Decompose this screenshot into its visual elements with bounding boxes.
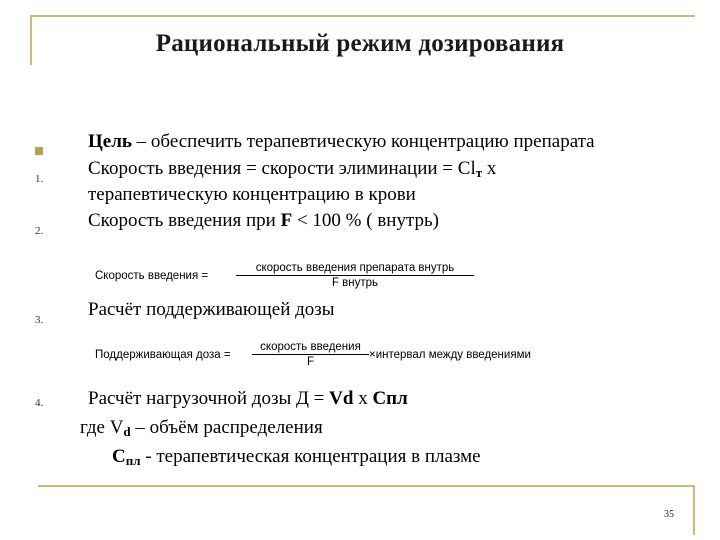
item-number-4: 4.: [35, 397, 44, 409]
item4-x: х: [353, 388, 373, 409]
formula2-lhs: Поддерживающая доза =: [95, 349, 231, 361]
page-number: 35: [664, 509, 674, 520]
goal-text: – обеспечить терапевтическую концентрацию препарата: [131, 131, 595, 152]
formula1-denominator: F внутрь: [331, 277, 379, 289]
item2-start: Скорость введения при: [88, 210, 281, 231]
formula1-numerator: скорость введения препарата внутрь: [236, 262, 474, 276]
formula2-fraction: [252, 341, 369, 368]
item-number-3: 3.: [35, 314, 44, 326]
item1-sub: т: [475, 165, 483, 180]
cpl-def-c: С: [112, 446, 126, 467]
item1-text: Скорость введения = скорости элиминации = Cl: [88, 158, 476, 179]
item-number-2: 2.: [35, 225, 44, 237]
item2-end: < 100 % ( внутрь): [292, 210, 439, 231]
item3-line: Расчёт поддерживающей дозы: [88, 299, 335, 320]
item-number-1: 1.: [35, 173, 44, 185]
item1-line-a: [88, 158, 496, 184]
bottom-rule: [38, 485, 695, 487]
top-rule: [30, 15, 695, 17]
right-rule: [693, 485, 695, 535]
item1-end: х: [482, 158, 497, 179]
item4-start: Расчёт нагрузочной дозы Д =: [88, 388, 330, 409]
formula2-numerator: скорость введения: [252, 341, 369, 355]
formula2-rhs: ×интервал между введениями: [369, 349, 531, 361]
item4-cpl-definition: [112, 446, 481, 472]
goal-label: Цель: [88, 131, 132, 152]
formula1-fraction: [236, 262, 474, 289]
item4-cpl: Спл: [372, 388, 408, 409]
cpl-def-sub: пл: [125, 453, 141, 468]
item4-line: [88, 388, 408, 410]
formula1-lhs: Скорость введения =: [95, 270, 209, 282]
item4-vd: Vd: [329, 388, 354, 409]
formula2-denominator: F: [306, 356, 315, 368]
vd-def-end: – объём распределения: [130, 417, 323, 438]
vd-def-start: где V: [80, 417, 124, 438]
item2-f: F: [280, 210, 293, 231]
vd-def-sub: d: [123, 424, 131, 439]
goal-line: [88, 131, 595, 153]
bullet-square-icon: [35, 147, 43, 155]
item2-line: [88, 210, 439, 232]
slide-title: Рациональный режим дозирования: [155, 30, 565, 57]
item1-line-b: терапевтическую концентрацию в крови: [88, 184, 416, 205]
item4-vd-definition: [80, 417, 323, 443]
cpl-def-end: - терапевтическая концентрация в плазме: [140, 446, 481, 467]
